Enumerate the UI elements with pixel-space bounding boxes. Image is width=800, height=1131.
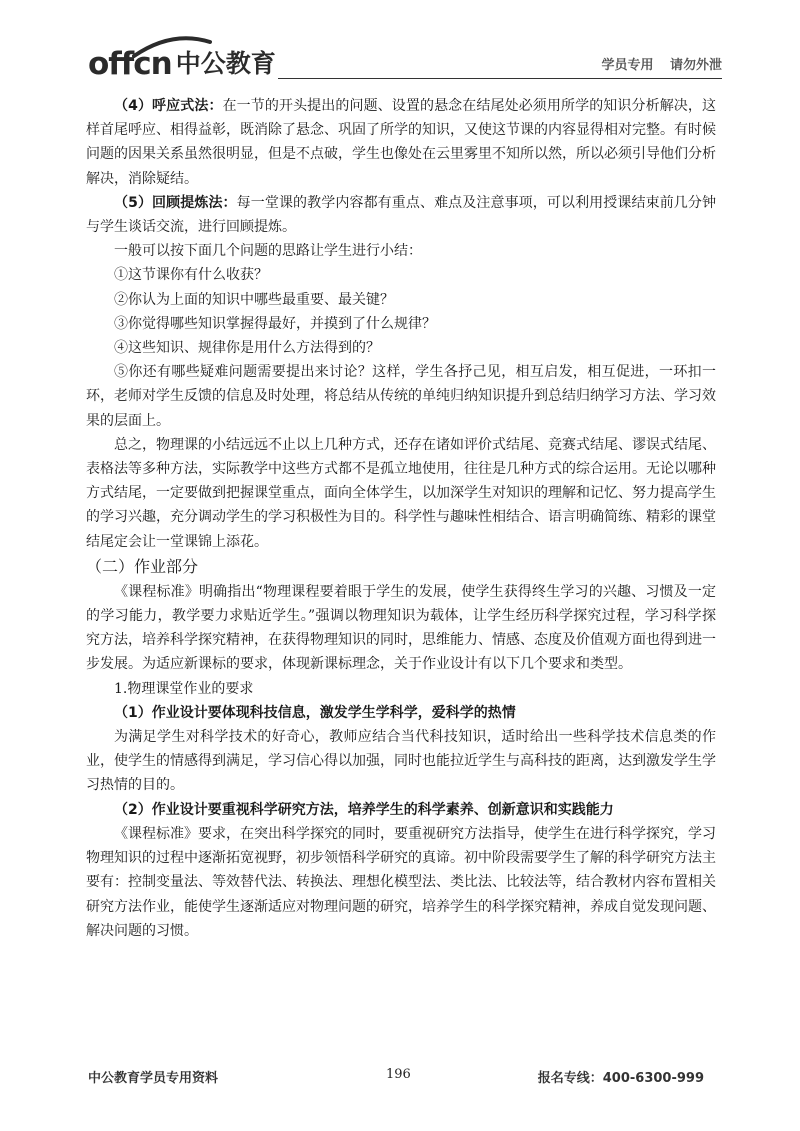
logo-chinese-text: 中公教育: [175, 49, 276, 78]
page-header: [88, 38, 722, 82]
page-content: [86, 94, 716, 943]
requirement-heading-1: （1）作业设计要体现科技信息，激发学生学科学，爱科学的热情: [114, 704, 516, 721]
paragraph-review-method: [86, 191, 716, 239]
paragraph-echo-method: [86, 94, 716, 191]
footer-left-label: 中公教育学员专用资料: [88, 1071, 219, 1086]
paragraph-summary-intro: 一般可以按下面几个问题的思路让学生进行小结：: [114, 243, 422, 260]
paragraph-requirement-1: 为满足学生对科学技术的好奇心，教师应结合当代科技知识，适时给出一些科学技术信息类的作业，使学生的情感得到满足，学习信心得以加强，同时也能拉近学生与高科技的距离，达到激发学生学习热情的目的。: [86, 729, 716, 794]
header-note-no-leak: 请勿外泄: [669, 58, 722, 73]
footer-hotline: 报名专线：400-6300-999: [537, 1071, 704, 1086]
question-item-1: ①这节课你有什么收获？: [114, 267, 268, 284]
offcn-logo: [88, 44, 276, 80]
question-item-3: ③你觉得哪些知识掌握得最好，并摸到了什么规律？: [114, 315, 436, 332]
section-title-homework: （二）作业部分: [86, 556, 199, 576]
paragraph-conclusion: 总之，物理课的小结远远不止以上几种方式，还存在诸如评价式结尾、竞赛式结尾、谬误式结尾、表格法等多种方法，实际教学中这些方式都不是孤立地使用，往往是几种方式的综合运用。无论以哪种方式结尾，一定要做到把握课堂重点，面向全体学生，以加深学生对知识的理解和记忆、努力提高学生的学习兴趣，充分调动学生的学习积极性为目的。科学性与趣味性相结合、语言明确简练、精彩的课堂结尾定会让一堂课锦上添花。: [86, 436, 716, 550]
logo-arc-icon: [132, 36, 212, 58]
question-item-5: ⑤你还有哪些疑难问题需要提出来讨论？这样，学生各抒己见，相互启发，相互促进，一环扣一环，老师对学生反馈的信息及时处理，将总结从传统的单纯归纳知识提升到总结归纳学习方法、学习效果的层面上。: [86, 364, 716, 429]
question-item-2: ②你认为上面的知识中哪些最重要、最关键？: [114, 291, 394, 308]
page-number: 196: [386, 1067, 411, 1082]
requirement-heading-2: （2）作业设计要重视科学研究方法，培养学生的科学素养、创新意识和实践能力: [114, 801, 614, 818]
term-review-method: （5）回顾提炼法：: [114, 194, 237, 211]
paragraph-text: 每一堂课的教学内容都有重点、难点及注意事项，可以利用授课结束前几分钟与学生谈话交流，进行回顾提炼。: [86, 194, 716, 236]
logo-latin-text: offcn: [88, 46, 172, 82]
header-note-students-only: 学员专用: [601, 58, 654, 73]
term-echo-method: （4）呼应式法：: [114, 98, 223, 114]
question-item-4: ④这些知识、规律你是用什么方法得到的？: [114, 340, 380, 357]
header-divider: [278, 78, 722, 79]
paragraph-curriculum-standard: 《课程标准》明确指出“物理课程要着眼于学生的发展，使学生获得终生学习的兴趣、习惯及一定的学习能力，教学要力求贴近学生。”强调以物理知识为载体，让学生经历科学探究过程，学习科学探究方法，培养科学探究精神，在获得物理知识的同时，思维能力、情感、态度及价值观方面也得到进一步发展。为适应新课标的要求，体现新课标理念，关于作业设计有以下几个要求和类型。: [86, 583, 716, 673]
subheading-homework-requirements: 1.物理课堂作业的要求: [114, 680, 254, 697]
paragraph-requirement-2: 《课程标准》要求，在突出科学探究的同时，要重视研究方法指导，使学生在进行科学探究，学习物理知识的过程中逐渐拓宽视野，初步领悟科学研究的真谛。初中阶段需要学生了解的科学研究方法主要有：控制变量法、等效替代法、转换法、理想化模型法、类比法、比较法等，结合教材内容布置相关研究方法作业，能使学生逐渐适应对物理问题的研究，培养学生的科学探究精神，养成自觉发现问题、解决问题的习惯。: [86, 825, 716, 939]
page-footer: [86, 1067, 720, 1087]
header-note: [589, 54, 722, 73]
paragraph-text: 在一节的开头提出的问题、设置的悬念在结尾处必须用所学的知识分析解决，这样首尾呼应、相得益彰，既消除了悬念、巩固了所学的知识，又使这节课的内容显得相对完整。有时候问题的因果关系虽然很明显，但是不点破，学生也像处在云里雾里不知所以然，所以必须引导他们分析解决，消除疑结。: [86, 98, 717, 187]
